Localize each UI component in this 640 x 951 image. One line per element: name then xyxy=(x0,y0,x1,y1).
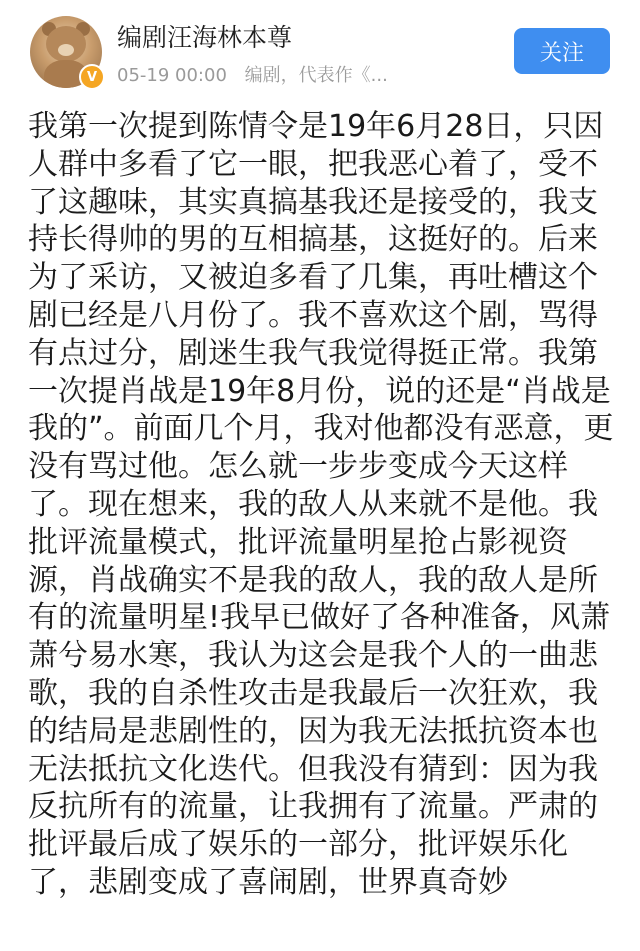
post-content xyxy=(28,108,618,902)
post-text-line: 持长得帅的男的互相搞基，这挺好的。后来 xyxy=(28,222,598,258)
verified-badge-icon: V xyxy=(79,64,105,90)
post-text-line: 为了采访，又被迫多看了几集，再吐槽这个 xyxy=(28,260,598,296)
post-text-line: 人群中多看了它一眼，把我恶心着了，受不 xyxy=(28,146,598,182)
post-text-line: 了这趣味，其实真搞基我还是接受的，我支 xyxy=(28,184,598,220)
post-text-line: 我第一次提到陈情令是19年6月28日，只因 xyxy=(28,109,604,144)
post-text-line: 了。现在想来，我的敌人从来就不是他。我 xyxy=(28,486,598,522)
post-text-line: 的结局是悲剧性的，因为我无法抵抗资本也 xyxy=(28,713,598,749)
post-text-line: 歌，我的自杀性攻击是我最后一次狂欢，我 xyxy=(28,675,598,711)
post-text-line: 批评流量模式，批评流量明星抢占影视资 xyxy=(28,524,568,560)
post-text-line: 反抗所有的流量，让我拥有了流量。严肃的 xyxy=(28,789,598,825)
post-meta xyxy=(117,61,388,87)
post-text-line: 无法抵抗文化迭代。但我没有猜到：因为我 xyxy=(28,751,598,787)
post-text-line: 了，悲剧变成了喜闹剧，世界真奇妙 xyxy=(28,864,508,900)
post-text-line: 萧兮易水寒，我认为这会是我个人的一曲悲 xyxy=(28,638,598,674)
username[interactable]: 编剧汪海林本尊 xyxy=(117,23,293,52)
teddy-bear-snout xyxy=(58,44,74,56)
post-text-line: 源，肖战确实不是我的敌人，我的敌人是所 xyxy=(28,562,598,598)
user-description: 编剧，代表作《... xyxy=(244,65,388,86)
follow-button[interactable]: 关注 xyxy=(514,28,610,74)
post-text-line: 批评最后成了娱乐的一部分，批评娱乐化 xyxy=(28,827,568,863)
post-time: 05-19 00:00 xyxy=(117,65,227,86)
post-text-line: 有点过分，剧迷生我气我觉得挺正常。我第 xyxy=(28,335,598,371)
post-header xyxy=(0,0,640,100)
post-text-line: 我的”。前面几个月，我对他都没有恶意，更 xyxy=(28,411,614,447)
post-text-line: 剧已经是八月份了。我不喜欢这个剧，骂得 xyxy=(28,297,598,333)
post-text-line: 一次提肖战是19年8月份，说的还是“肖战是 xyxy=(28,373,611,409)
post-text-line: 没有骂过他。怎么就一步步变成今天这样 xyxy=(28,449,568,485)
post-text-line: 有的流量明星!我早已做好了各种准备，风萧 xyxy=(28,600,611,636)
